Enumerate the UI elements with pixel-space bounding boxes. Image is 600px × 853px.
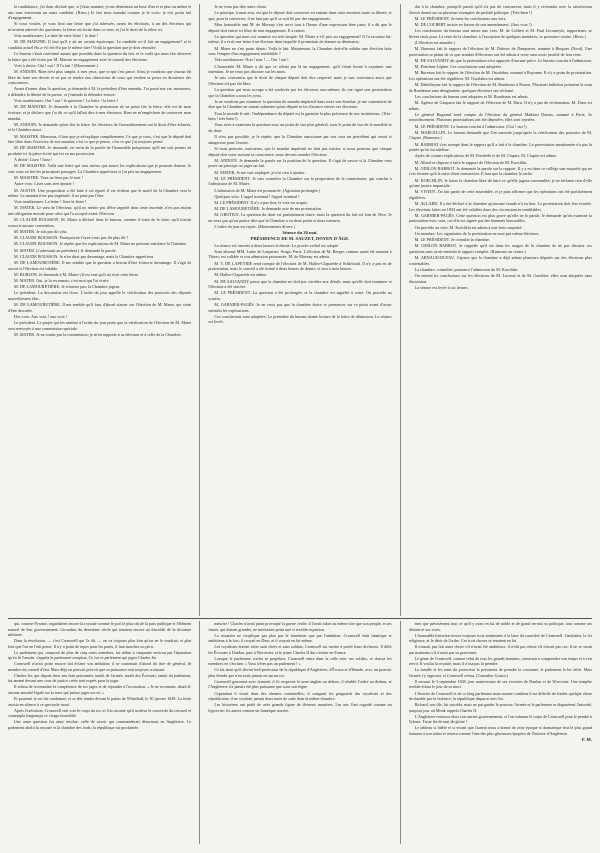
feuilleton-column-1	[8, 621, 191, 844]
column-2	[208, 4, 391, 616]
paragraph: Et pourtant le roi fut condamné, et sa tête tomba devant le palais de Whitehall, le 30 janvier 1649. La foule assista en silence à ce spectacle inouï.	[8, 696, 192, 707]
paragraph: M. DE LAMOURETIÈRE. Je demande acte de ma protestation.	[214, 206, 322, 212]
paragraph: M. MAISTRE. Monsieur, il faut que je m'explique complètement. Ce que je crois, c'est que le député doit être libre dans l'exercice de son mandat; c'est ce que je pense, c'est ce que j'ai toujours pensé.	[8, 133, 192, 145]
paragraph: L'admission de M. Mater est prononcée. (Agitation prolongée.)	[214, 187, 321, 193]
paragraph: M. GROTIUS. La question du droit est parfaitement claire, mais la question du fait est loin de l'être. Je ne veux pas qu'on puisse dire que la Chambre a eu deux poids et deux mesures.	[208, 212, 392, 223]
paragraph: Une autre question fut ainsi résolue: celle de savoir qui commanderait désormais en Angleterre. Le parlement abolit la royauté et la chambre des lords; la république fut proclamée.	[8, 719, 192, 730]
paragraph: Ces conclusions sont adoptées. Le président du bureau donne lecture de la lettre de démission. La séance est levée.	[208, 313, 392, 325]
paragraph: Cromwell n'avait point encore fait éclater son ambition; il se contentait d'abord du titre de général, de membre du conseil d'état. Mais déjà on pouvait prévoir que sa puissance irait toujours croissant.	[8, 661, 192, 672]
paragraph: dra à la chambre, puisqu'il parait qu'il n'a pas de concurrent, mais il y reviendra avec la satisfaction d'avoir donné un ou plusieurs exemples de probité politique. (Très-bien !)	[408, 4, 592, 15]
paragraph: Des voix: Aux voix ! aux voix !	[14, 313, 68, 319]
paragraph: Avant d'entrer dans la question, je demande à M. le président d'être entendu. J'ai passé ma vie, messieurs, à défendre la liberté de la presse, et j'entends la défendre encore.	[8, 86, 192, 98]
paragraph: M. LE PRÉSIDENT. La question a été prolongée, et la chambre est appelée à voter. On procède au scrutin.	[208, 290, 392, 301]
paragraph: meurtre ! Charles n'avait point provoqué la guerre civile; il l'avait subie au même titre que son peuple, et ses fautes, qui étaient grandes, ne méritaient point une si terrible expiation.	[208, 621, 392, 632]
paragraph: Richard, son fils, lui succéda, mais ne put garder le pouvoir; l'armée et le parlement se disputèrent l'autorité, jusqu'au jour où Monk rappela Charles II.	[408, 702, 592, 713]
paragraph: M. DE SALVANDY pense que la chambre ne doit pas s'arrêter aux détails, mais qu'elle doit examiner si l'élection a été sincère.	[208, 278, 392, 290]
paragraph: M. GARNIER-PAGÈS. Je ne crois pas que la chambre doive se prononcer sur ce point avant d'avoir entendu les explications.	[208, 302, 392, 313]
paragraph: M. CLAUDE BOUSSON. Pourquoi ne l'avez-vous pas dit plus tôt ?	[14, 235, 129, 241]
column-divider	[400, 621, 401, 844]
paragraph: Le président. Le projet qui les ramène à l'ordre du jour porte que la vérification de l'élection de M. Mater sera renvoyée à une commission spéciale.	[8, 320, 192, 331]
paragraph: Tout le monde le sait: l'indépendance du député est la garantie la plus précieuse de nos institutions. (Très-bien ! très-bien !)	[208, 110, 392, 122]
paragraph: M. Y, DE LAPEYRIE rend compte de l'élection de M. Hallez-Claparède à Schlestadt. Il n'y a pas eu de protestation, mais le conseil a été formé à deux heures de demie, et non à trois heures.	[208, 260, 392, 272]
paragraph: M. ALLARD. Il a été déclaré à la chambre qu'aucune fraude n'a eu lieu. La protestation doit être écartée. Les élections faites en 1833 ont été validées dans des circonstances semblables.	[408, 201, 592, 212]
feuilleton-column-2	[208, 621, 391, 844]
paragraph: A droite: Lisez ! lisez !	[14, 157, 53, 163]
feuilleton-rule	[8, 618, 592, 619]
paragraph: Voix nombreuses: Non ! non ! — Oui ! oui !	[214, 57, 289, 63]
paragraph: Le bureau s'était conformé autant que possible dans la question du fait, et le voilà qui nous fait observer la lettre qui a été écrite par M. Maistre en engagement avec le conseil des électeurs.	[8, 51, 192, 62]
paragraph: Le principe, à mon avis, est que le député doit conserver en entrant dans cette enceinte toute sa liberté, et que, pour la conserver, il ne faut pas qu'il se soit lié par des engagements.	[208, 10, 392, 21]
paragraph: La séance est ouverte à deux heures et demie. Le procès-verbal est adopté.	[214, 242, 339, 248]
paragraph: M. DE LAMOURETIÈRE. Je n'insiste pas; la Chambre jugera.	[14, 284, 121, 290]
paragraph: (L'élection est annulée.)	[414, 39, 455, 45]
paragraph: Ce fut ainsi qu'il devint lord-protecteur de la république d'Angleterre, d'Écosse et d'Irlande, avec un pouvoir plus étendu que n'en avait jamais eu aucun roi.	[208, 667, 392, 678]
paragraph: M. Debelleyme fait le rapport de l'élection de M. Rondeaux à Rouen. Plusieurs bulletins portaient le nom de Rondeaux sans désignation; quelques électeurs ont réclamé.	[408, 82, 592, 93]
paragraph: Il refusa de reconnaître la compétence de ses juges et de répondre à l'accusation. « Je ne reconnais, disait-il, aucune autorité légale sur la terre qui puisse juger un roi. »	[8, 684, 192, 695]
paragraph: Mon honorable ami M. de Mornay s'est servi tout à l'heure d'une expression bien juste; il a dit que le député doit entrer ici libre de tout engagement. Il a raison.	[208, 21, 392, 33]
paragraph: Il n'est pas possible, je le répète, que la Chambre sanctionne par son vote un précédent qui serait si dangereux pour l'avenir.	[208, 134, 392, 145]
paragraph: La question qui nous occupe a été soulevée par les électeurs eux-mêmes; ils ont signé une protestation que la Chambre a sous les yeux.	[208, 87, 392, 98]
paragraph: Les conclusions du bureau sont mises aux voix. M. de Colbert et M. Paul Lecouteyle, rapporteurs, se lèvent seuls pour. Le reste de la chambre, à l'exception de quelques membres, se prononce contre. (Rires.)	[408, 28, 592, 39]
paragraph: Après de courtes explications de M. Fonfrède et de M. Clapier, M. Clapier est admis.	[414, 153, 558, 159]
feuilleton-section	[8, 621, 592, 844]
paragraph: Lorsque le parlement voulut se perpétuer, Cromwell entra dans la salle avec ses soldats, et chassa les membres en s'écriant: « Vous n'êtes pas un parlement ! »	[208, 655, 392, 667]
paragraph: mes que précisément tout ce qu'il y avait en lui de noble et de grand servait sa politique, tout comme ses défauts et ses vices.	[408, 621, 592, 632]
paragraph: M. ODILON BARROT. Je demande la parole sur le rapport. Il y a eu dans ce collège une majorité qui ne s'est formée qu'à la suite d'une transaction. Il faut que la chambre le sache.	[408, 165, 592, 177]
paragraph: M. ODILON BARROT. Je rappelle qu'il est dans les usages de la chambre de ne pas discuter ces questions sans avoir entendu le rapport complet. (Rumeurs au centre.)	[408, 243, 592, 254]
paragraph: M. DE LAMOURETIÈRE. Il me semble que la question a besoin d'être éclaircie davantage. Il s'agit de savoir si l'élection est valable.	[8, 259, 192, 271]
paragraph: Charles Ier, qui depuis deux ans était prisonnier, tantôt de l'armée, tantôt des Écossais, tantôt du parlement, fut amené devant une cour de justice créée tout exprès pour le juger.	[8, 672, 192, 684]
paragraph: Vous avez à examiner la question sous un point de vue plus général, sous le point de vue de la moralité et du droit.	[208, 122, 392, 133]
paragraph: M. Allard se dispose à faire le rapport de l'élection de M. Koechlin.	[414, 159, 528, 165]
column-1	[8, 4, 191, 616]
column-divider	[199, 621, 200, 844]
column-divider	[400, 4, 401, 616]
paragraph: M. Mater ne s'est point démis. Voilà le fait. Maintenant, la Chambre doit-elle valider une élection faite sous l'empire d'un engagement semblable ?	[208, 45, 392, 57]
paragraph: L'honorable M. Mater a dit que ce n'était pas là un engagement; qu'il s'était borné à exprimer une intention. Je ne veux pas discuter sur les mots.	[208, 63, 392, 75]
paragraph: La question qui nous est soumise est très-simple: M. Mater a-t-il pris un engagement? Il l'a reconnu lui-même; il a écrit une lettre à un électeur dans laquelle il promettait de donner sa démission.	[208, 33, 392, 45]
paragraph: M. CLAUDE BOUSSON. Je n'en dirai pas davantage, mais la Chambre appréciera.	[14, 253, 155, 259]
paragraph: Je suis convaincu que le droit de chaque député doit être respecté; mais je suis convaincu aussi que l'élection n'a pas été libre.	[208, 75, 392, 86]
paragraph: M. DE MAISTRE. Je demande à la Chambre la permission de ne point lire la lettre; elle est de mon écriture, et je déclare que j'ai dit ce qu'il fallait dire à mes électeurs. Rien ne m'empêchera de conserver mon mandat.	[8, 104, 192, 121]
paragraph: Il mourut le 3 septembre 1658, jour anniversaire de ses victoires de Dunbar et de Worcester. Une tempête terrible éclata le jour de sa mort.	[408, 678, 592, 690]
paragraph: M. BURSON. Je demande à M. Mater s'il est vrai qu'il ait écrit cette lettre.	[14, 271, 140, 277]
paragraph: Voix à droite: Oui ! oui ! Il l'a fait ! (Mouvement.)	[14, 62, 98, 68]
paragraph: Après l'exécution, Cromwell vint voir le corps du roi, et l'on raconte qu'il souleva le couvercle du cercueil et contempla longtemps ce visage immobile.	[8, 707, 192, 719]
paragraph: qui, comme Pyrame, regardaient encore la royauté comme le port le plus sûr de la paix publique et l'élément naturel de leur gouvernement. Girondins du deuxième siècle qui tenaient encore au discrédit de la dictature militaire.	[8, 621, 192, 637]
paragraph: Quelques voix: L'appel nominal ! l'appel nominal !	[214, 193, 300, 199]
paragraph: Voix nombreuses: Oui ! oui ! la question ! La lettre ! la lettre !	[14, 98, 119, 104]
feuilleton-column-3	[409, 621, 592, 844]
paragraph: M. CLAUDE BOUSSON. Je répète que les explications de M. Mater ne peuvent satisfaire la Chambre.	[14, 241, 188, 247]
paragraph: Le général Bugeaud rend compte de l'élection du général Mathieu Dumas, nommé à Paris, 3e arrondissement. Plusieurs protestations ont été déposées; elles sont rejetées.	[408, 111, 592, 123]
paragraph: M. MATER. Oui, je la reconnais; c'est moi qui l'ai écrite.	[14, 277, 110, 283]
paragraph: L'honorable historien trouve toujours trois sentiments à la base du caractère de Cromwell: l'ambition, la foi religieuse, et le désir de l'ordre. Ces trois choses se tenaient en lui.	[408, 632, 592, 644]
paragraph: M. LE PRÉSIDENT. Il n'y a pas lieu; le vote est acquis.	[214, 199, 309, 205]
paragraph: M. Bureaux fait le rapport de l'élection de M. Ossalabra, nommé à Bayonne. Il n'y a point de protestation. Les opérations ont été régulières. M. Ossalabra est admis.	[408, 70, 592, 81]
paragraph: M. LE PRÉSIDENT. Le bureau conclut à l'admission. (Oui ! oui !)	[414, 123, 527, 129]
paragraph: M. MATER. Le vœu de l'électeur, qu'il ne mérite pas d'être rappelé dans cette enceinte, n'est pas moins une obligation morale pour celui qui l'a accepté avant l'élection.	[8, 205, 192, 217]
column-3	[409, 4, 592, 616]
paragraph: On entend les conclusions sur les élections de M. Lacoste et de M. Gauthier; elles sont adoptées sans discussion.	[408, 272, 592, 284]
paragraph: Voix nombreuses: La date de cette lettre ! la date !	[14, 33, 99, 39]
paragraph: M. CLAUDE BOUSSON. M. Mater a déclaré dans le bureau, comme il vient de le faire, qu'il n'avait souscrit aucune convention.	[8, 217, 192, 228]
paragraph: Les conclusions du bureau sont adoptées et M. Rondeaux est admis.	[414, 93, 529, 99]
paragraph: M. LE PRÉSIDENT. Je mets les conclusions aux voix.	[414, 15, 507, 21]
paragraph: Il n'aurait pas fait autre chose s'il n'avait été ambitieux; il n'eût pas réussi s'il n'avait pas cru; il ne se serait pas maintenu s'il n'avait pas su gouverner.	[408, 644, 592, 655]
column-divider	[199, 4, 200, 616]
debate-columns	[8, 4, 592, 616]
paragraph: Le tableau si fidèle et si vivant que l'auteur nous a donné de cette époque si dramatique fera le plus grand honneur à son talent et restera comme l'une des plus glorieuses épopées de l'histoire d'Angleterre.	[408, 725, 592, 736]
paragraph: Cependant il vivait dans des alarmes continuelles; il craignait les poignards des royalistes et des républicains; il ne couchait jamais deux nuits de suite dans la même chambre.	[208, 690, 392, 702]
paragraph: L'histoire de Cromwell et de ce long parlement nous montre combien il est difficile de fonder quelque chose de durable par la violence; la république disparut avec lui.	[408, 690, 592, 702]
paragraph: M. Bureaux fait le rapport de l'élection de M. Dubosc de Dampierre, nommé à Bergues (Nord). Une protestation se plaint de ce que nombre d'électeurs ont été admis à voter sans avoir justifié de leur cens.	[408, 46, 592, 57]
session-heading: Séance du 26 mai.	[282, 230, 318, 236]
author-signature: F. M.	[581, 737, 592, 743]
paragraph: Le génie de Cromwell, comme celui de tous les grands hommes, consistait à comprendre son temps et à s'en servir. Il voulut la royauté, mais il n'osa pas la prendre.	[408, 655, 592, 667]
paragraph: M. MATER. Je ne crains pas la commission; je m'en rapporte à sa décision et à celle de la Chambre.	[14, 331, 182, 337]
paragraph: Si nous pensons, messieurs, que le mandat impératif ne doit pas exister, si nous pensons que chaque député doit voter suivant sa conscience, nous devons annuler l'élection.	[208, 145, 392, 157]
paragraph: M. DE COLBERT insiste en faveur de son amendement. (Aux voix !)	[414, 21, 532, 27]
paragraph: Dans la révolution, — c'est Cromwell qui l'a dit, — on va toujours plus loin qu'on ne le voudrait, et plus loin que l'on ne l'eût pensé. Il n'y a point de repos pour les partis, il faut marcher ou périr.	[8, 638, 192, 649]
session-heading: PRÉSIDENCE DE M. SAUZET, DOYEN D'ÂGE.	[250, 236, 350, 242]
paragraph: M. Hallez-Claparède est admis.	[214, 272, 268, 278]
paragraph: la candidature, j'ai donc déclaré que, si j'étais nommé, je me démettrais au bout d'un et et plus au même et ans sans traversant un autre candidat. (Rires.) Je fais mon mandat comme je le crois: je n'ai point fait d'engagement.	[8, 4, 192, 21]
paragraph: M. MARCELLIN. Le bureau demande que l'on surseoie jusqu'après la vérification des pouvoirs de M. Clapier. (Rumeurs.)	[408, 129, 592, 141]
paragraph: La situation ne s'explique pas plus par le fanatisme que par l'ambition. Cromwell était fanatique et ambitieux à la fois; il croyait en Dieu, et il croyait en lui-même.	[208, 632, 392, 644]
paragraph: On procède au vote; M. Koechlin est admis à une forte majorité.	[414, 224, 523, 230]
paragraph: La famille et les amis du protecteur le pressaient de prendre la couronne; le parlement la lui offrit. Mais l'armée s'y opposait, et Cromwell refusa. (Consulter Guizot.)	[408, 667, 592, 678]
paragraph: M. ANDOIN. Rien n'est plus simple, à mes yeux, que ce qui s'est passé. Ainsi je voudrais que chacun fût libre de faire son devoir et ne pas se rendre aux obsessions de ceux qui veulent se poser en dictateurs des consciences.	[8, 69, 192, 86]
paragraph: M. DE MAISTRE. Il faut qu'il y ait un certain équivoque. Le candidat a-t-il fait un engagement? et le candidat actuel élu a-t-il été élu par le même titre? Voilà la question que je dois résoudre.	[8, 39, 192, 50]
paragraph: M. GARNIER-PAGÈS. Cette question est plus grave qu'elle ne le paraît. Je demande qu'on examine la protestation avec soin, car elle est signée par des hommes honorables.	[408, 212, 592, 224]
paragraph: Les royalistes étaient alors sans chefs et sans soldats; Cromwell sut mettre à profit leurs divisions. Il défit les Écossais à Dunbar, puis à Worcester, et le jeune Charles II dut s'enfuir en France.	[208, 644, 392, 655]
paragraph: L'Angleterre retrouva alors son ancien gouvernement, et l'on exhuma le corps de Cromwell pour le pendre à Tyburn. Triste fin de tant de gloire !	[408, 713, 592, 725]
paragraph: M. VIVIEN. J'ai fait partie de cette assemblée, et je puis affirmer que les opérations ont été parfaitement régulières.	[408, 189, 592, 200]
paragraph: M. DE MAISTRE. Voilà une lettre qui vaut mieux que toutes les explications que je pourrais donner. Je vais vous en lire les principaux passages. La Chambre appréciera si j'ai pris un engagement.	[8, 163, 192, 174]
paragraph: M. MATER. (s'adressant au président.) Je demande la parole.	[14, 247, 117, 253]
paragraph: M. ANDOIN. Je demande la parole sur la position de la question. Il s'agit de savoir si la Chambre veut poser un principe ou juger un fait.	[208, 157, 392, 169]
paragraph: Voix nombreuses: La lettre ! lisez la lettre !	[14, 199, 87, 205]
paragraph: Si vous voulez, je vous lirai une lettre que j'ai adressée, avant les élections, à un des électeurs qui m'avaient adressé des questions; la lettre est écrite dans ce sens, et j'ai le droit de la relire ici.	[8, 21, 192, 32]
paragraph: M. DE LAMOURETIÈRE. Il me semble qu'il faut d'abord statuer sur l'élection de M. Mater, qui vient d'être discutée.	[8, 302, 192, 313]
paragraph: M. KOECHLIN. Je laisse la chambre libre de faire ce qu'elle jugera convenable; je ne réclame rien d'elle qu'une justice impartiale.	[408, 177, 592, 189]
paragraph: M. AUSTIN. Une proposition a été faite à cet égard; il est évident que le motif de la Chambre sera le même. Le mandat n'est pas impératif; il ne peut pas l'être.	[8, 187, 192, 199]
paragraph: M. MATER. Je n'ai pas dit cela.	[14, 229, 68, 235]
paragraph: Les historiens ont parlé de cette grande figure de diverses manières. Les uns l'ont regardé comme un hypocrite; les autres comme un fanatique sincère.	[208, 702, 392, 713]
paragraph: M. ANDOIN. Je demande qu'on lise la lettre; les électeurs de l'arrondissement ont le droit d'être éclairés, et la Chambre aussi.	[8, 121, 192, 133]
paragraph: Le parlement qui, composé de plus de cinq cents membres, fut réduit à cinquante environ par l'épuration qu'en fit l'armée, s'appela le parlement-croupion. Ce fut ce parlement qui jugea Charles Ier.	[8, 649, 192, 661]
paragraph: M. Ponchon-Lépine. Ces conclusions sont adoptées.	[414, 64, 503, 70]
paragraph: M. MATER. Je me suis expliqué; je n'ai rien à ajouter.	[214, 169, 306, 175]
paragraph: Cromwell gouverna avec fermeté; il fit respecter le nom anglais au dehors, il rétablit l'ordre au dedans, et l'Angleterre n'a jamais été plus puissante que sous son règne.	[208, 678, 392, 690]
paragraph: M. LE PRÉSIDENT. Je vais consulter la Chambre sur la proposition de la commission, qui conclut à l'admission de M. Mater.	[208, 175, 392, 187]
paragraph: Autre voix: Lisez sans rien ajouter !	[14, 181, 75, 187]
paragraph: Un membre: Les signataires de la protestation ne sont pas même électeurs.	[414, 230, 540, 236]
paragraph: Le président. La discussion est close. L'ordre du jour appelle la vérification des pouvoirs des députés nouvellement élus.	[8, 290, 192, 301]
paragraph: M. DE MAISTRE. Je demande, en vertu de la parole de l'honorable préopinant, qu'il me soit permis de produire ici la pièce écrite qui est en ma possession.	[8, 145, 192, 156]
paragraph: M. BARRIAT s'est trompé dans le rapport qu'il a fait à la chambre. La protestation mentionnée n'a pas la portée qu'on lui attribue.	[408, 141, 592, 153]
paragraph: M. LE PRÉSIDENT. Je consulte la chambre.	[414, 237, 491, 242]
paragraph: M. Agénor de Gasparin fait le rapport de l'élection de M. Daru. Il n'y a pas de réclamation. M. Daru est admis.	[408, 100, 592, 111]
paragraph: M. ARNAUD-DUFAU. J'ajoute que la chambre a déjà admis plusieurs députés sur des élections plus contestables.	[408, 254, 592, 266]
paragraph: La chambre, consultée, prononce l'admission de M. Koechlin.	[414, 266, 519, 272]
paragraph: Je ne voudrais pas examiner la question du mandat impératif dans toute son étendue; je me contenterai de dire que la Chambre ne saurait admettre qu'un député se lie d'avance envers ses électeurs.	[208, 98, 392, 110]
paragraph: La séance est levée à six heures.	[414, 284, 469, 290]
paragraph: M. DE SALVANDY dit que la protestation n'est appuyée d'aucune pièce. Le bureau conclut à l'admission.	[414, 57, 592, 63]
paragraph: Sont absents MM. Laine de Lasperrie, Arago, Paris. L'élection de M. Berger, comme ayant été nommé à Thiers, est validée et son admission prononcée. M. de Mornay est admis.	[208, 248, 392, 260]
paragraph: Je ne veux pas dire autre chose.	[214, 4, 268, 9]
paragraph: M. MAISTRE. Vous ne lisez pas le tout !	[14, 175, 83, 181]
paragraph: L'ordre du jour est repris. (Mouvements divers.)	[214, 224, 295, 230]
